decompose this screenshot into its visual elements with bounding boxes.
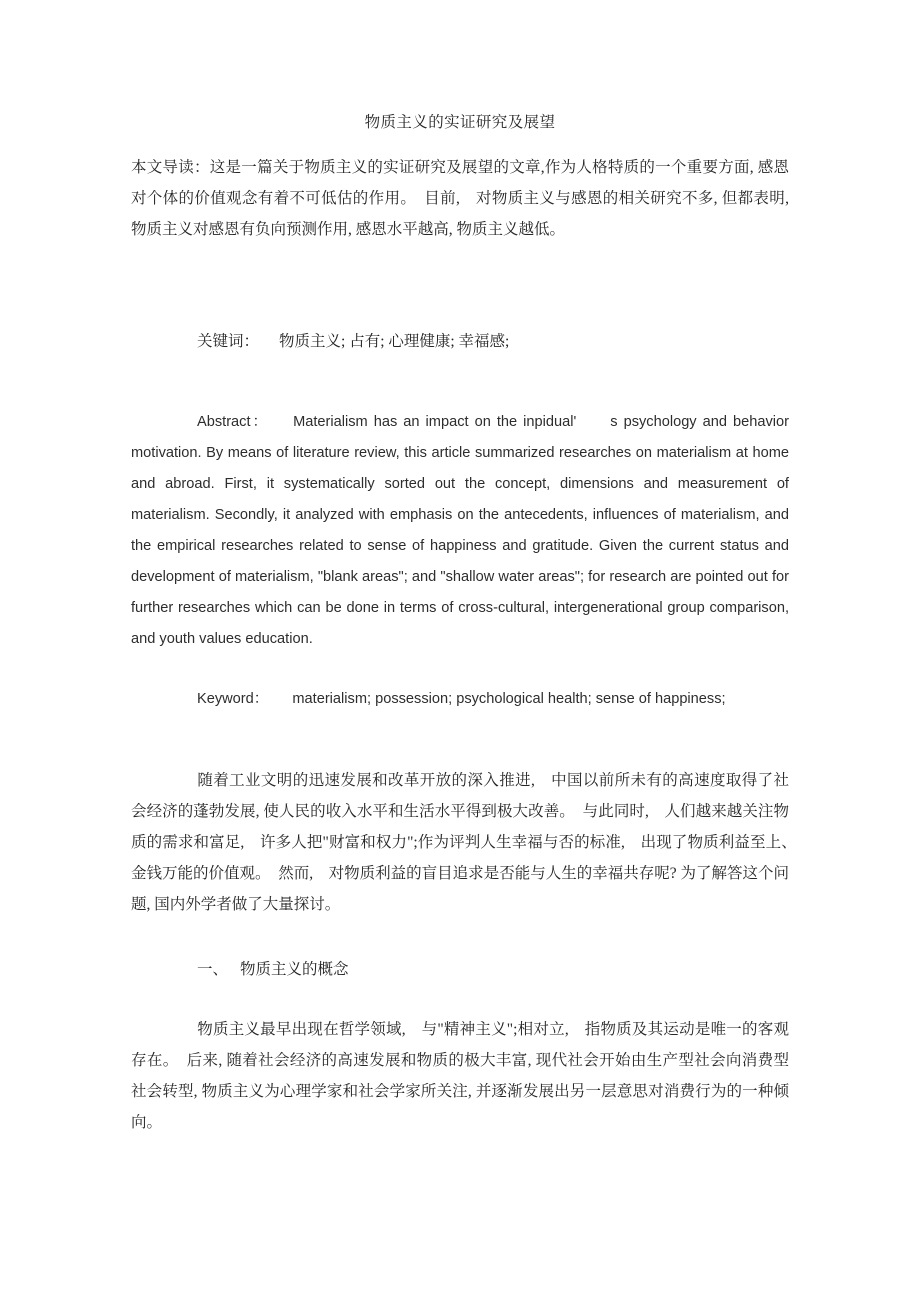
keyword-en-value: materialism; possession; psychological health; sense of happiness;	[292, 691, 726, 707]
abstract-block	[131, 407, 789, 655]
page-title: 物质主义的实证研究及展望	[364, 114, 556, 131]
abstract-text-part2: s psychology and behavior motivation. By means of literature review, this article summarized researches on materialism at home and abroad. First, it systematically sorted out the concept, dimensions and measurement of materialism. Secondly, it analyzed with emphasis on the antecedents, influences of materialism, and the empirical researches related to sense of happiness and gratitude. Given the current status and development of materialism, "blank areas"; and "shallow water areas"; for research are pointed out for further researches which can be done in terms of cross-cultural, intergenerational group comparison, and youth values education.	[131, 414, 790, 647]
lead-paragraph: 本文导读：这是一篇关于物质主义的实证研究及展望的文章,作为人格特质的一个重要方面, 感恩对个体的价值观念有着不可低估的作用。 目前, 对物质主义与感恩的相关研究不多, 但都表明, 物质主义对感恩有负向预测作用, 感恩水平越高, 物质主义越低。	[131, 159, 789, 238]
paragraph-text: 随着工业文明的迅速发展和改革开放的深入推进, 中国以前所未有的高速度取得了社会经济的蓬勃发展, 使人民的收入水平和生活水平得到极大改善。 与此同时, 人们越来越关注物质的需求和富足, 许多人把"财富和权力";作为评判人生幸福与否的标准, 出现了物质利益至上、 金钱万能的价值观。 然而, 对物质利益的盲目追求是否能与人生的幸福共存呢? 为了解答这个问题, 国内外学者做了大量探讨。	[131, 772, 805, 913]
paragraph-text: 物质主义最早出现在哲学领域, 与"精神主义";相对立, 指物质及其运动是唯一的客观存在。 后来, 随着社会经济的高速发展和物质的极大丰富, 现代社会开始由生产型社会向消费型社会转型, 物质主义为心理学家和社会学家所关注, 并逐渐发展出另一层意思对消费行为的一种倾向。	[131, 1021, 789, 1131]
keyword-en-line	[131, 684, 789, 715]
section-heading-title: 物质主义的概念	[240, 961, 349, 978]
section-heading-number: 一、	[197, 961, 229, 978]
keywords-cn-line	[131, 326, 789, 357]
keywords-cn-label: 关键词：	[197, 333, 260, 350]
abstract-label: Abstract：	[197, 414, 270, 430]
body-paragraph-intro	[131, 765, 805, 920]
body-paragraph-concept	[131, 1014, 789, 1138]
keywords-cn-value: 物质主义; 占有; 心理健康; 幸福感;	[279, 333, 510, 350]
section-heading	[131, 954, 789, 985]
keyword-en-label: Keyword：	[197, 691, 269, 707]
abstract-text-part1: Materialism has an impact on the inpidual'	[293, 414, 577, 430]
